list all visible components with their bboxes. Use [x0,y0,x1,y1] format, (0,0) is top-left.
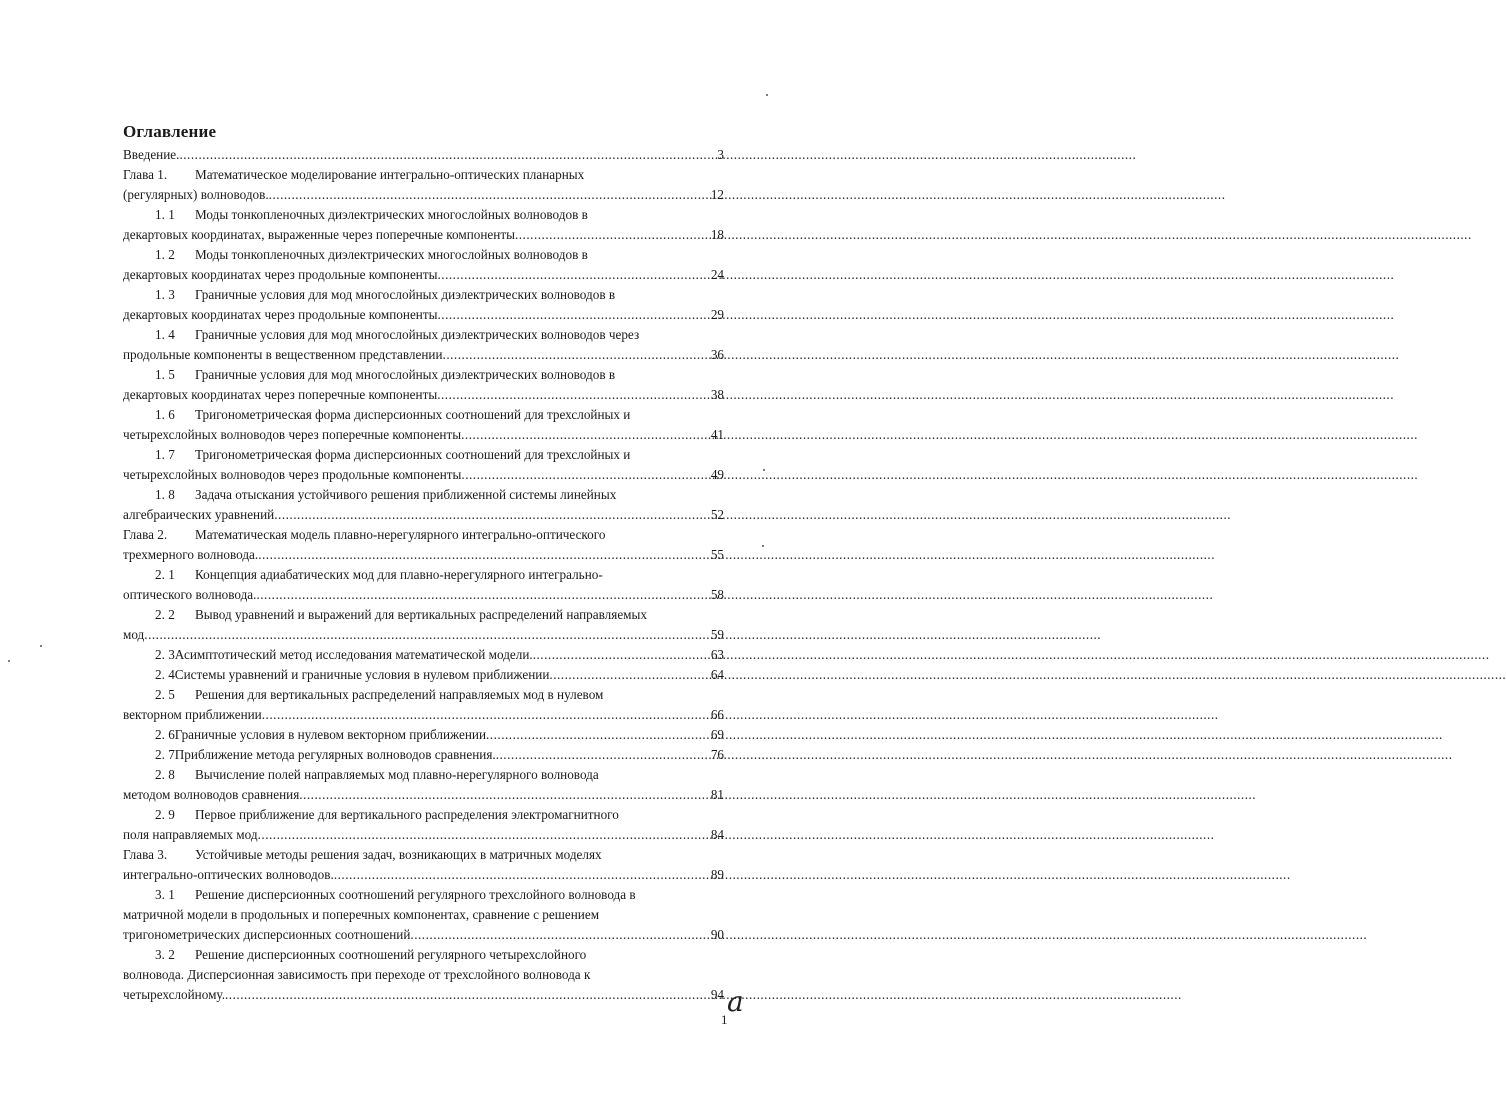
toc-entry-number: 2. 2 [155,607,175,622]
dot-leader [486,725,711,745]
toc-entry-line [155,745,724,765]
scan-speck [8,660,10,662]
toc-entry-number: 2. 4 [155,667,175,682]
toc-entry-number: 2. 5 [155,687,175,702]
toc-entry-line [155,945,724,965]
toc-entry-text: декартовых координатах, выраженные через поперечные компоненты [123,227,515,242]
toc-entry [0,745,799,765]
toc-entry [0,665,799,685]
toc-page-number: 3 [717,147,724,162]
toc-page-number: 41 [710,427,724,442]
toc-entry-number: 1. 5 [155,367,175,382]
toc-page-number: 94 [710,987,724,1002]
table-of-contents [0,145,799,1005]
toc-entry-line [155,685,724,705]
toc-entry [0,445,799,485]
dot-leader [533,645,711,665]
toc-page-number: 38 [710,387,724,402]
toc-entry [0,245,799,285]
toc-entry-line [123,225,724,245]
toc-entry-line [123,785,724,805]
toc-entry-line [123,265,724,285]
toc-entry-text: Решения для вертикальных распределений направляемых мод в нулевом [195,687,604,702]
toc-entry [0,885,799,945]
toc-entry-text: продольные компоненты в вещественном представлении [123,347,443,362]
toc-entry [0,845,799,885]
dot-leader [258,825,711,845]
toc-entry-text: декартовых координатах через продольные компоненты [123,307,438,322]
dot-leader [437,305,710,325]
dot-leader [549,665,710,685]
dot-leader [269,185,711,205]
toc-entry-line [155,325,724,345]
toc-entry-number: Глава 1. [123,167,168,182]
toc-page-number: 63 [710,647,724,662]
toc-entry-line [123,925,724,945]
scan-speck [763,469,765,471]
toc-page-number: 90 [710,927,724,942]
dot-leader [496,745,711,765]
toc-entry-text: Граничные условия для мод многослойных диэлектрических волноводов в [195,367,616,382]
toc-entry [0,685,799,725]
toc-entry [0,725,799,745]
toc-entry-line [155,805,724,825]
toc-entry-text: Вычисление полей направляемых мод плавно-нерегулярного волновода [195,767,599,782]
toc-entry-number: Глава 3. [123,847,168,862]
toc-page-number: 89 [710,867,724,882]
toc-entry [0,365,799,405]
toc-entry-line [123,845,724,865]
toc-entry-number: 3. 2 [155,947,175,962]
toc-page-number: 49 [710,467,724,482]
toc-page-number: 55 [710,547,724,562]
toc-entry-line [123,345,724,365]
toc-entry-text: векторном приближении [123,707,262,722]
toc-entry-number: 2. 7 [155,747,175,762]
toc-entry-text: поля направляемых мод [123,827,258,842]
toc-entry [0,945,799,1005]
toc-entry-line [155,725,724,745]
toc-page-number: 69 [710,727,724,742]
toc-page-number: 59 [710,627,724,642]
toc-entry [0,145,799,165]
toc-entry-line [155,565,724,585]
toc-entry-text: Моды тонкопленочных диэлектрических многослойных волноводов в [195,207,588,222]
toc-entry [0,165,799,205]
toc-entry-text: Асимптотический метод исследования математической модели. [174,647,533,662]
toc-entry [0,805,799,845]
toc-entry-text: оптического волновода. [123,587,257,602]
toc-page-number: 64 [710,667,724,682]
dot-leader [461,425,711,445]
toc-entry-number: 2. 9 [155,807,175,822]
toc-entry-line [123,145,724,165]
dot-leader [437,265,710,285]
toc-entry-text: четырехслойных волноводов через продольные компоненты [123,467,462,482]
toc-entry-line [123,465,724,485]
toc-entry-line [123,585,724,605]
toc-entry-text: Концепция адиабатических мод для плавно-нерегулярного интегрально- [195,567,603,582]
dot-leader [262,705,711,725]
toc-entry-text: Тригонометрическая форма дисперсионных соотношений для трехслойных и [195,407,631,422]
dot-leader [461,465,710,485]
toc-entry-line [123,965,724,985]
toc-entry-number: 3. 1 [155,887,175,902]
toc-entry-line [155,605,724,625]
toc-page-number: 66 [710,707,724,722]
toc-entry-text: матричной модели в продольных и поперечных компонентах, сравнение с решением [123,907,600,922]
toc-entry-text: Тригонометрическая форма дисперсионных соотношений для трехслойных и [195,447,631,462]
toc-entry-text: волновода. Дисперсионная зависимость при переходе от трехслойного волновода к [123,967,591,982]
toc-page-number: 52 [710,507,724,522]
page-number: 1 [721,1012,728,1027]
toc-page-number: 84 [710,827,724,842]
toc-entry [0,405,799,445]
toc-entry-number: 1. 8 [155,487,175,502]
toc-entry-text: методом волноводов сравнения [123,787,300,802]
toc-entry-text: трехмерного волновода. [123,547,259,562]
toc-entry-text: Устойчивые методы решения задач, возникающих в матричных моделях [195,847,602,862]
toc-entry-text: Граничные условия в нулевом векторном приближении [174,727,486,742]
toc-entry-line [123,185,724,205]
toc-entry-line [123,525,724,545]
scan-speck [40,645,42,647]
dot-leader [274,505,711,525]
toc-entry [0,325,799,365]
toc-entry-line [123,505,724,525]
toc-entry-text: четырехслойному. [123,987,225,1002]
dot-leader [443,345,711,365]
toc-entry-text: Приближение метода регулярных волноводов сравнения. [174,747,496,762]
toc-page-number: 58 [710,587,724,602]
toc-entry-line [155,285,724,305]
dot-leader [334,865,711,885]
toc-entry-line [123,165,724,185]
toc-entry-line [155,245,724,265]
toc-entry-line [123,385,724,405]
toc-entry-text: тригонометрических дисперсионных соотношений [123,927,411,942]
toc-entry-number: 1. 4 [155,327,175,342]
toc-entry [0,525,799,565]
page-title: Оглавление [123,122,217,141]
toc-page-number: 81 [710,787,724,802]
toc-entry-line [155,885,724,905]
toc-entry-text: Математическая модель плавно-нерегулярного интегрально-оптического [195,527,606,542]
toc-entry-text: Граничные условия для мод многослойных диэлектрических волноводов в [195,287,616,302]
toc-page-number: 18 [710,227,724,242]
toc-entry-line [123,705,724,725]
toc-entry [0,285,799,325]
toc-entry-text: интегрально-оптических волноводов. [123,867,334,882]
toc-entry-text: Моды тонкопленочных диэлектрических многослойных волноводов в [195,247,588,262]
toc-entry-line [123,985,724,1005]
dot-leader [256,585,710,605]
toc-entry-text: (регулярных) волноводов. [123,187,269,202]
dot-leader [225,985,711,1005]
toc-entry [0,765,799,805]
toc-entry-number: 1. 6 [155,407,175,422]
toc-entry [0,565,799,605]
toc-entry-text: декартовых координатах через поперечные компоненты [123,387,438,402]
toc-entry-text: Математическое моделирование интегрально-оптических планарных [195,167,585,182]
toc-entry-line [123,625,724,645]
toc-entry-text: Вывод уравнений и выражений для вертикальных распределений направляемых [195,607,647,622]
dot-leader [258,545,711,565]
toc-entry-text: декартовых координатах через продольные компоненты [123,267,438,282]
dot-leader [299,785,711,805]
toc-entry-line [155,405,724,425]
toc-entry [0,645,799,665]
dot-leader [410,925,710,945]
toc-page-number: 24 [710,267,724,282]
toc-entry-line [123,825,724,845]
scan-speck [766,94,768,96]
toc-entry [0,605,799,645]
toc-entry-number: 1. 7 [155,447,175,462]
toc-entry-line [123,865,724,885]
toc-entry-line [155,205,724,225]
toc-entry-text: Первое приближение для вертикального распределения электромагнитного [195,807,619,822]
toc-entry-text: четырехслойных волноводов через поперечные компоненты [123,427,462,442]
toc-entry-line [155,665,724,685]
toc-entry-line [123,905,724,925]
dot-leader [515,225,711,245]
toc-entry-text: алгебраических уравнений [123,507,275,522]
toc-entry-line [155,445,724,465]
toc-entry-text: Системы уравнений и граничные условия в нулевом приближении [174,667,550,682]
toc-page-number: 29 [710,307,724,322]
toc-page-number: 36 [710,347,724,362]
toc-entry-line [155,485,724,505]
toc-entry-number: 2. 8 [155,767,175,782]
toc-entry-line [155,765,724,785]
toc-entry-line [155,365,724,385]
toc-page-number: 12 [710,187,724,202]
toc-entry-text: Решение дисперсионных соотношений регулярного четырехслойного [195,947,587,962]
handwritten-signature: a [727,985,744,1018]
toc-entry-text: Решение дисперсионных соотношений регулярного трехслойного волновода в [195,887,636,902]
toc-entry-line [123,305,724,325]
toc-entry [0,205,799,245]
toc-entry-line [155,645,724,665]
scan-speck [762,545,764,547]
toc-entry-number: 1. 3 [155,287,175,302]
toc-entry-number: 2. 6 [155,727,175,742]
toc-page-number: 76 [710,747,724,762]
toc-entry-text: Введение. [123,147,180,162]
toc-entry-line [123,425,724,445]
toc-entry-number: 1. 1 [155,207,175,222]
toc-entry-number: 2. 3 [155,647,175,662]
toc-entry-number: 2. 1 [155,567,175,582]
toc-entry-number: Глава 2. [123,527,168,542]
toc-entry-text: Граничные условия для мод многослойных диэлектрических волноводов через [195,327,640,342]
toc-entry-number: 1. 2 [155,247,175,262]
dot-leader [437,385,711,405]
toc-entry [0,485,799,525]
toc-entry-text: Задача отыскания устойчивого решения приближенной системы линейных [195,487,617,502]
toc-entry-text: мод [123,627,145,642]
dot-leader [144,625,711,645]
dot-leader [179,145,717,165]
toc-entry-line [123,545,724,565]
